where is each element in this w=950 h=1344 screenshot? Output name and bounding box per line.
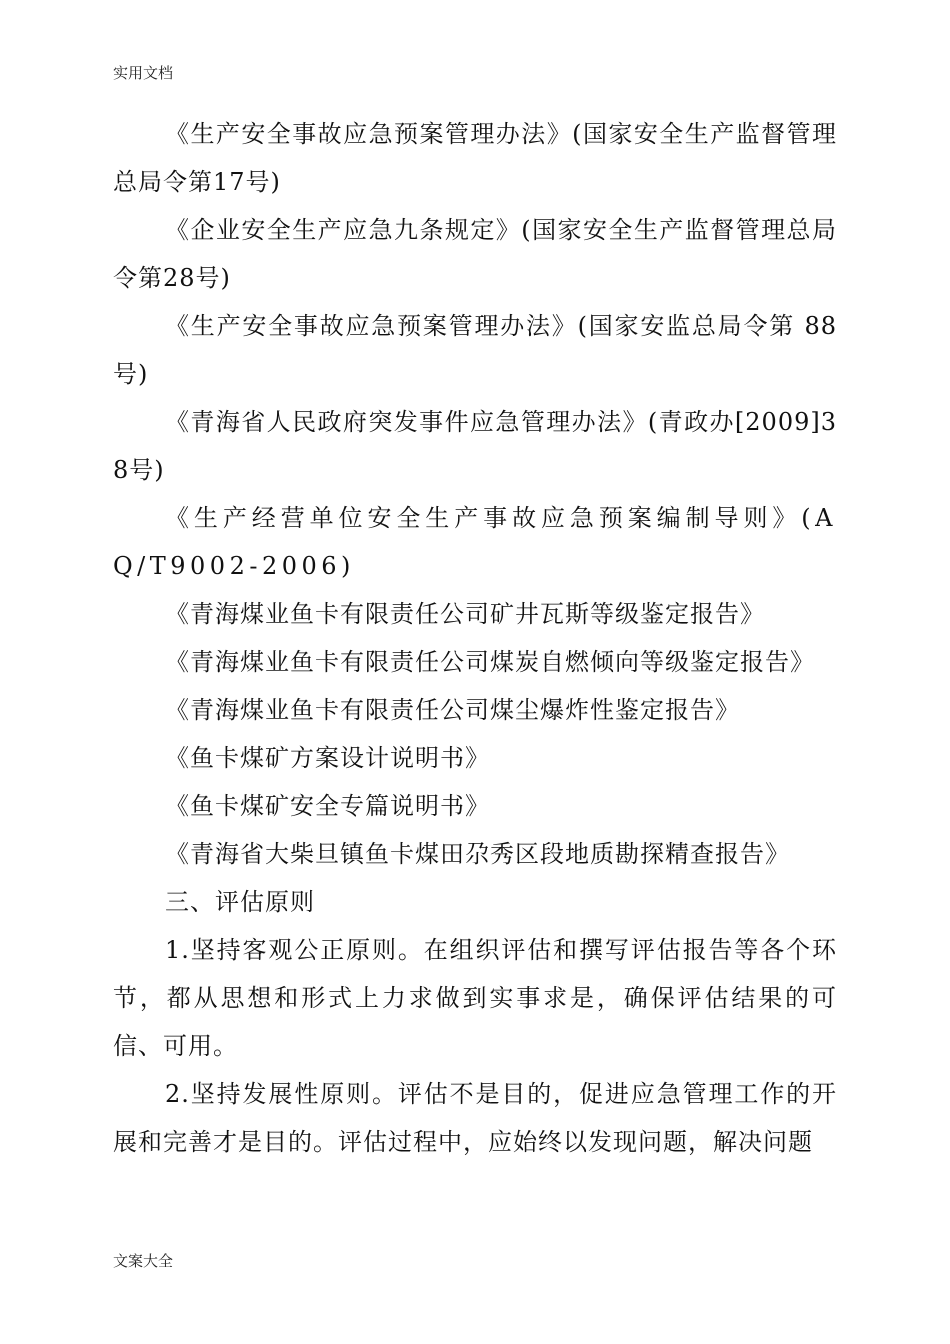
reference-item: 《青海煤业鱼卡有限责任公司矿井瓦斯等级鉴定报告》	[165, 600, 765, 628]
page-header: 实用文档	[113, 64, 174, 82]
page-footer: 文案大全	[113, 1252, 174, 1270]
reference-item: 《青海煤业鱼卡有限责任公司煤炭自燃倾向等级鉴定报告》	[165, 648, 815, 676]
reference-item: 《生产安全事故应急预案管理办法》(国家安全生产监督管理总局令第17号)	[113, 120, 837, 196]
reference-item: 《青海省大柴旦镇鱼卡煤田尕秀区段地质勘探精查报告》	[165, 840, 790, 868]
reference-item: 《生产经营单位安全生产事故应急预案编制导则》(AQ/T9002-2006)	[113, 504, 837, 580]
reference-item: 《企业安全生产应急九条规定》(国家安全生产监督管理总局令第28号)	[113, 216, 837, 292]
section-heading: 三、评估原则	[165, 888, 315, 916]
reference-item: 《鱼卡煤矿方案设计说明书》	[165, 744, 490, 772]
reference-item: 《青海煤业鱼卡有限责任公司煤尘爆炸性鉴定报告》	[165, 696, 740, 724]
document-body	[113, 110, 837, 1166]
reference-item: 《生产安全事故应急预案管理办法》(国家安监总局令第 88号)	[113, 312, 837, 388]
reference-item: 《青海省人民政府突发事件应急管理办法》(青政办[2009]38号)	[113, 408, 837, 484]
reference-item: 《鱼卡煤矿安全专篇说明书》	[165, 792, 490, 820]
principle-paragraph: 1.坚持客观公正原则。在组织评估和撰写评估报告等各个环节，都从思想和形式上力求做到实事求是，确保评估结果的可信、可用。	[113, 936, 837, 1060]
principle-paragraph: 2.坚持发展性原则。评估不是目的，促进应急管理工作的开展和完善才是目的。评估过程中，应始终以发现问题，解决问题	[113, 1080, 837, 1156]
